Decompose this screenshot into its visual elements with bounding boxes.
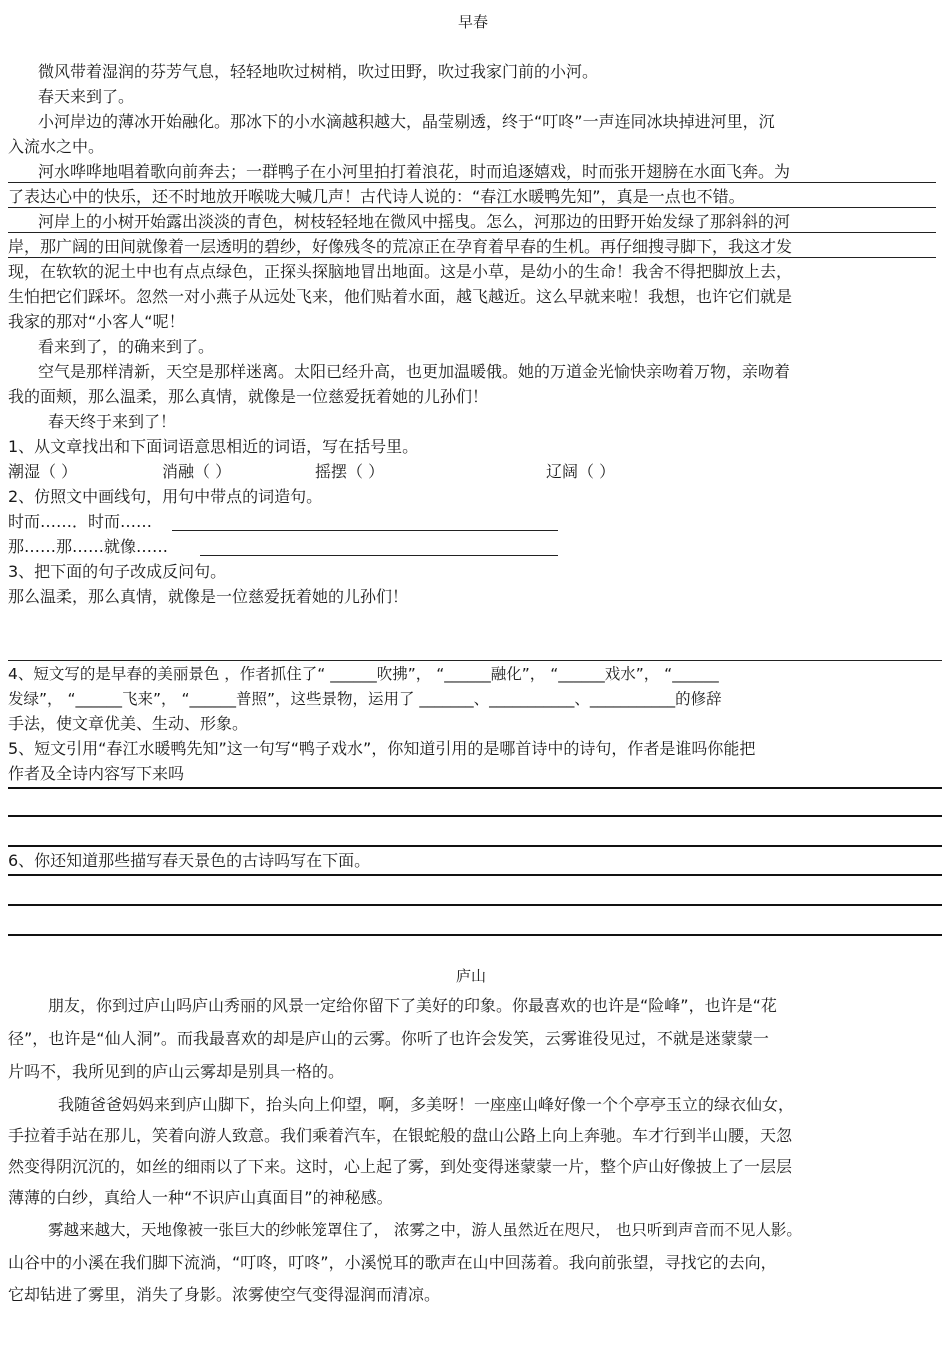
paragraph-line: 片吗不，我所见到的庐山云雾却是别具一格的。 — [8, 1062, 345, 1081]
paragraph-line: 春天来到了。 — [38, 87, 135, 106]
sentence-underline — [8, 182, 936, 183]
q3-sentence: 那么温柔，那么真情，就像是一位慈爱抚着她的儿孙们！ — [8, 587, 409, 606]
paragraph-line: 薄薄的白纱，真给人一种“不识庐山真面目”的神秘感。 — [8, 1188, 393, 1207]
sentence-underline — [8, 257, 936, 258]
passage-title: 庐山 — [456, 967, 487, 985]
paragraph-line: 空气是那样清新，天空是那样迷离。太阳已经升高，也更加温暖俄。她的万道金光愉快亲吻着万物，亲吻着 — [38, 362, 791, 381]
q3-answer-line[interactable] — [8, 660, 942, 661]
question-5-line: 5、短文引用“春江水暖鸭先知”这一句写“鸭子戏水”，你知道引用的是哪首诗中的诗句，作者是谁吗你能把 — [8, 739, 756, 758]
question-3: 3、把下面的句子改成反问句。 — [8, 562, 227, 581]
question-1: 1、从文章找出和下面词语意思相近的词语，写在括号里。 — [8, 437, 419, 456]
question-4-line: 手法，使文章优美、生动、形象。 — [8, 714, 249, 733]
paragraph-line: 微风带着湿润的芬芳气息，轻轻地吹过树梢，吹过田野，吹过我家门前的小河。 — [38, 62, 599, 81]
paragraph-line: 看来到了，的确来到了。 — [38, 337, 215, 356]
paragraph-line: 小河岸边的薄冰开始融化。那冰下的小水滴越积越大，晶莹剔透，终于“叮咚”一声连同冰块掉进河里，沉 — [38, 112, 775, 131]
paragraph-line: 河岸上的小树开始露出淡淡的青色，树枝轻轻地在微风中摇曳。怎么，河那边的田野开始发绿了那斜斜的河 — [38, 212, 791, 231]
question-4-line: 发绿”， “______飞来”， “______普照”，这些景物，运用了 _______、___________、___________的修辞 — [8, 690, 722, 708]
q2-answer-line-b[interactable] — [200, 555, 558, 556]
q2-prompt-a: 时而……．时而…… — [8, 512, 153, 531]
q5-answer-line[interactable] — [8, 787, 942, 789]
paragraph-line: 入流水之中。 — [8, 137, 105, 156]
paragraph-line: 生怕把它们踩坏。忽然一对小燕子从远处飞来，他们贴着水面，越飞越近。这么早就来啦！我想，也许它们就是 — [8, 287, 793, 306]
question-5-line: 作者及全诗内容写下来吗 — [8, 764, 185, 783]
paragraph-line: 山谷中的小溪在我们脚下流淌，“叮咚，叮咚”，小溪悦耳的歌声在山中回荡着。我向前张望，寻找它的去向， — [8, 1253, 777, 1272]
question-4-line: 4、短文写的是早春的美丽景色 ，作者抓住了“ ______吹拂”， “______融化”， “______戏水”， “______ — [8, 665, 719, 683]
q1-blank[interactable]: 消融（ ） — [162, 462, 232, 481]
paragraph-line: 径”，也许是“仙人洞”。而我最喜欢的却是庐山的云雾。你听了也许会发笑，云雾谁役见过，不就是迷蒙蒙一 — [8, 1029, 769, 1048]
paragraph-line: 手拉着手站在那儿，笑着向游人致意。我们乘着汽车，在银蛇般的盘山公路上向上奔驰。车才行到半山腰，天忽 — [8, 1126, 793, 1145]
paragraph-line: 它却钻进了雾里，消失了身影。浓雾使空气变得湿润而清凉。 — [8, 1285, 441, 1304]
q5-answer-line[interactable] — [8, 845, 942, 847]
q1-blank[interactable]: 辽阔（ ） — [546, 462, 616, 481]
q6-answer-line[interactable] — [8, 874, 942, 876]
paragraph-line: 然变得阴沉沉的，如丝的细雨以了下来。这时，心上起了雾，到处变得迷蒙蒙一片，整个庐山好像披上了一层层 — [8, 1157, 793, 1176]
q1-blank[interactable]: 摇摆（ ） — [315, 462, 385, 481]
q5-answer-line[interactable] — [8, 815, 942, 817]
sentence-underline — [8, 232, 936, 233]
q2-prompt-b: 那……那……就像…… — [8, 537, 169, 556]
q2-answer-line-a[interactable] — [172, 530, 558, 531]
paragraph-line: 我的面颊，那么温柔，那么真情，就像是一位慈爱抚着她的儿孙们！ — [8, 387, 489, 406]
paragraph-line: 河水哗哗地唱着歌向前奔去；一群鸭子在小河里拍打着浪花，时而追逐嬉戏，时而张开翅膀在水面飞奔。为 — [38, 162, 791, 181]
paragraph-line: 我随爸爸妈妈来到庐山脚下，抬头向上仰望，啊，多美呀！一座座山峰好像一个个亭亭玉立的绿衣仙女， — [58, 1095, 795, 1114]
passage-title: 早春 — [458, 13, 489, 31]
paragraph-line: 朋友，你到过庐山吗庐山秀丽的风景一定给你留下了美好的印象。你最喜欢的也许是“险峰”，也许是“花 — [48, 996, 777, 1015]
paragraph-line: 现，在软软的泥土中也有点点绿色，正探头探脑地冒出地面。这是小草，是幼小的生命！我舍不得把脚放上去， — [8, 262, 793, 281]
underlined-line: 了表达心中的快乐，还不时地放开喉咙大喊几声！古代诗人说的：“春江水暖鸭先知”，真是一点也不错。 — [8, 187, 745, 206]
paragraph-line: 雾越来越大，天地像被一张巨大的纱帐笼罩住了， 浓雾之中，游人虽然近在咫尺， 也只听到声音而不见人影。 — [48, 1221, 802, 1239]
sentence-underline — [8, 207, 936, 208]
q1-blank[interactable]: 潮湿（ ） — [8, 462, 78, 481]
q6-answer-line[interactable] — [8, 904, 942, 906]
question-6: 6、你还知道那些描写春天景色的古诗吗写在下面。 — [8, 851, 371, 870]
question-2: 2、仿照文中画线句，用句中带点的词造句。 — [8, 487, 323, 506]
q6-answer-line[interactable] — [8, 934, 942, 936]
underlined-line: 岸，那广阔的田间就像着一层透明的碧纱，好像残冬的荒凉正在孕育着早春的生机。再仔细搜寻脚下，我这才发 — [8, 237, 793, 256]
paragraph-line: 我家的那对“小客人“呢！ — [8, 312, 185, 331]
paragraph-line: 春天终于来到了！ — [48, 412, 177, 431]
